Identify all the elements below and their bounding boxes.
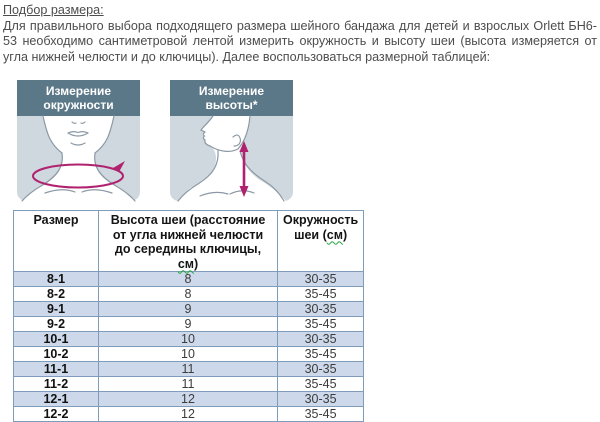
table-row xyxy=(14,347,364,362)
column-header-neck-circumference xyxy=(278,211,364,272)
size-table xyxy=(13,210,364,422)
size-table-body xyxy=(14,272,364,422)
table-row xyxy=(14,332,364,347)
header-text: ) xyxy=(194,256,199,271)
table-header-row xyxy=(14,211,364,272)
neck-height-cell: 9 xyxy=(99,317,278,332)
neck-circumference-cell: 35-45 xyxy=(278,317,364,332)
neck-height-cell: 8 xyxy=(99,287,278,302)
neck-circumference-cell: 30-35 xyxy=(278,272,364,287)
neck-circumference-cell: 30-35 xyxy=(278,332,364,347)
neck-circumference-cell: 35-45 xyxy=(278,347,364,362)
card-title-line: Измерение xyxy=(198,83,265,98)
header-text: Высота шеи (расстояние от угла нижней челюсти до середины ключицы, xyxy=(110,213,266,256)
neck-height-cell: 10 xyxy=(99,347,278,362)
measurement-illustrations xyxy=(17,80,293,201)
spellcheck-underline: см xyxy=(177,256,195,271)
neck-height-cell: 12 xyxy=(99,392,278,407)
column-header-size: Размер xyxy=(14,211,99,272)
header-text: ) xyxy=(342,227,348,242)
neck-height-cell: 10 xyxy=(99,332,278,347)
size-cell: 10-1 xyxy=(14,332,99,347)
measurement-card-circumference xyxy=(17,80,140,201)
measurement-card-height xyxy=(170,80,293,201)
neck-circumference-cell: 35-45 xyxy=(278,377,364,392)
neck-profile-view-drawing xyxy=(170,116,293,201)
size-cell: 8-2 xyxy=(14,287,99,302)
size-cell: 9-1 xyxy=(14,302,99,317)
neck-circumference-cell: 30-35 xyxy=(278,362,364,377)
size-cell: 8-1 xyxy=(14,272,99,287)
table-row xyxy=(14,377,364,392)
neck-circumference-cell: 30-35 xyxy=(278,302,364,317)
table-row xyxy=(14,287,364,302)
table-row xyxy=(14,317,364,332)
size-cell: 12-1 xyxy=(14,392,99,407)
intro-paragraph: Для правильного выбора подходящего размера шейного бандажа для детей и взрослых Orlett БН6-53 необходимо сантиметровой лентой измерить окружность и высоту шеи (высота измеряется от угла нижней челюсти и до ключицы). Далее воспользоваться размерной таблицей: xyxy=(3,19,597,64)
height-illustration xyxy=(170,116,293,201)
header-text: Окружность шеи ( xyxy=(283,213,359,242)
size-cell: 12-2 xyxy=(14,407,99,422)
size-cell: 11-2 xyxy=(14,377,99,392)
card-title-line: высоты* xyxy=(205,98,258,112)
neck-height-cell: 8 xyxy=(99,272,278,287)
card-title-line: Измерение xyxy=(45,83,112,98)
neck-height-cell: 9 xyxy=(99,302,278,317)
table-row xyxy=(14,407,364,422)
table-row xyxy=(14,392,364,407)
neck-height-cell: 11 xyxy=(99,377,278,392)
neck-front-view-drawing xyxy=(17,116,140,201)
neck-circumference-cell: 35-45 xyxy=(278,407,364,422)
circumference-illustration xyxy=(17,116,140,201)
neck-circumference-cell: 30-35 xyxy=(278,392,364,407)
table-row xyxy=(14,362,364,377)
spellcheck-underline: см xyxy=(326,227,343,242)
size-cell: 9-2 xyxy=(14,317,99,332)
neck-circumference-cell: 35-45 xyxy=(278,287,364,302)
card-title-height xyxy=(170,80,293,116)
card-title-circumference xyxy=(17,80,140,116)
column-header-neck-height xyxy=(99,211,278,272)
page-title: Подбор размера: xyxy=(3,3,104,17)
neck-height-cell: 12 xyxy=(99,407,278,422)
card-title-line: окружности xyxy=(43,98,114,112)
size-cell: 11-1 xyxy=(14,362,99,377)
neck-height-cell: 11 xyxy=(99,362,278,377)
size-cell: 10-2 xyxy=(14,347,99,362)
table-row xyxy=(14,272,364,287)
table-row xyxy=(14,302,364,317)
